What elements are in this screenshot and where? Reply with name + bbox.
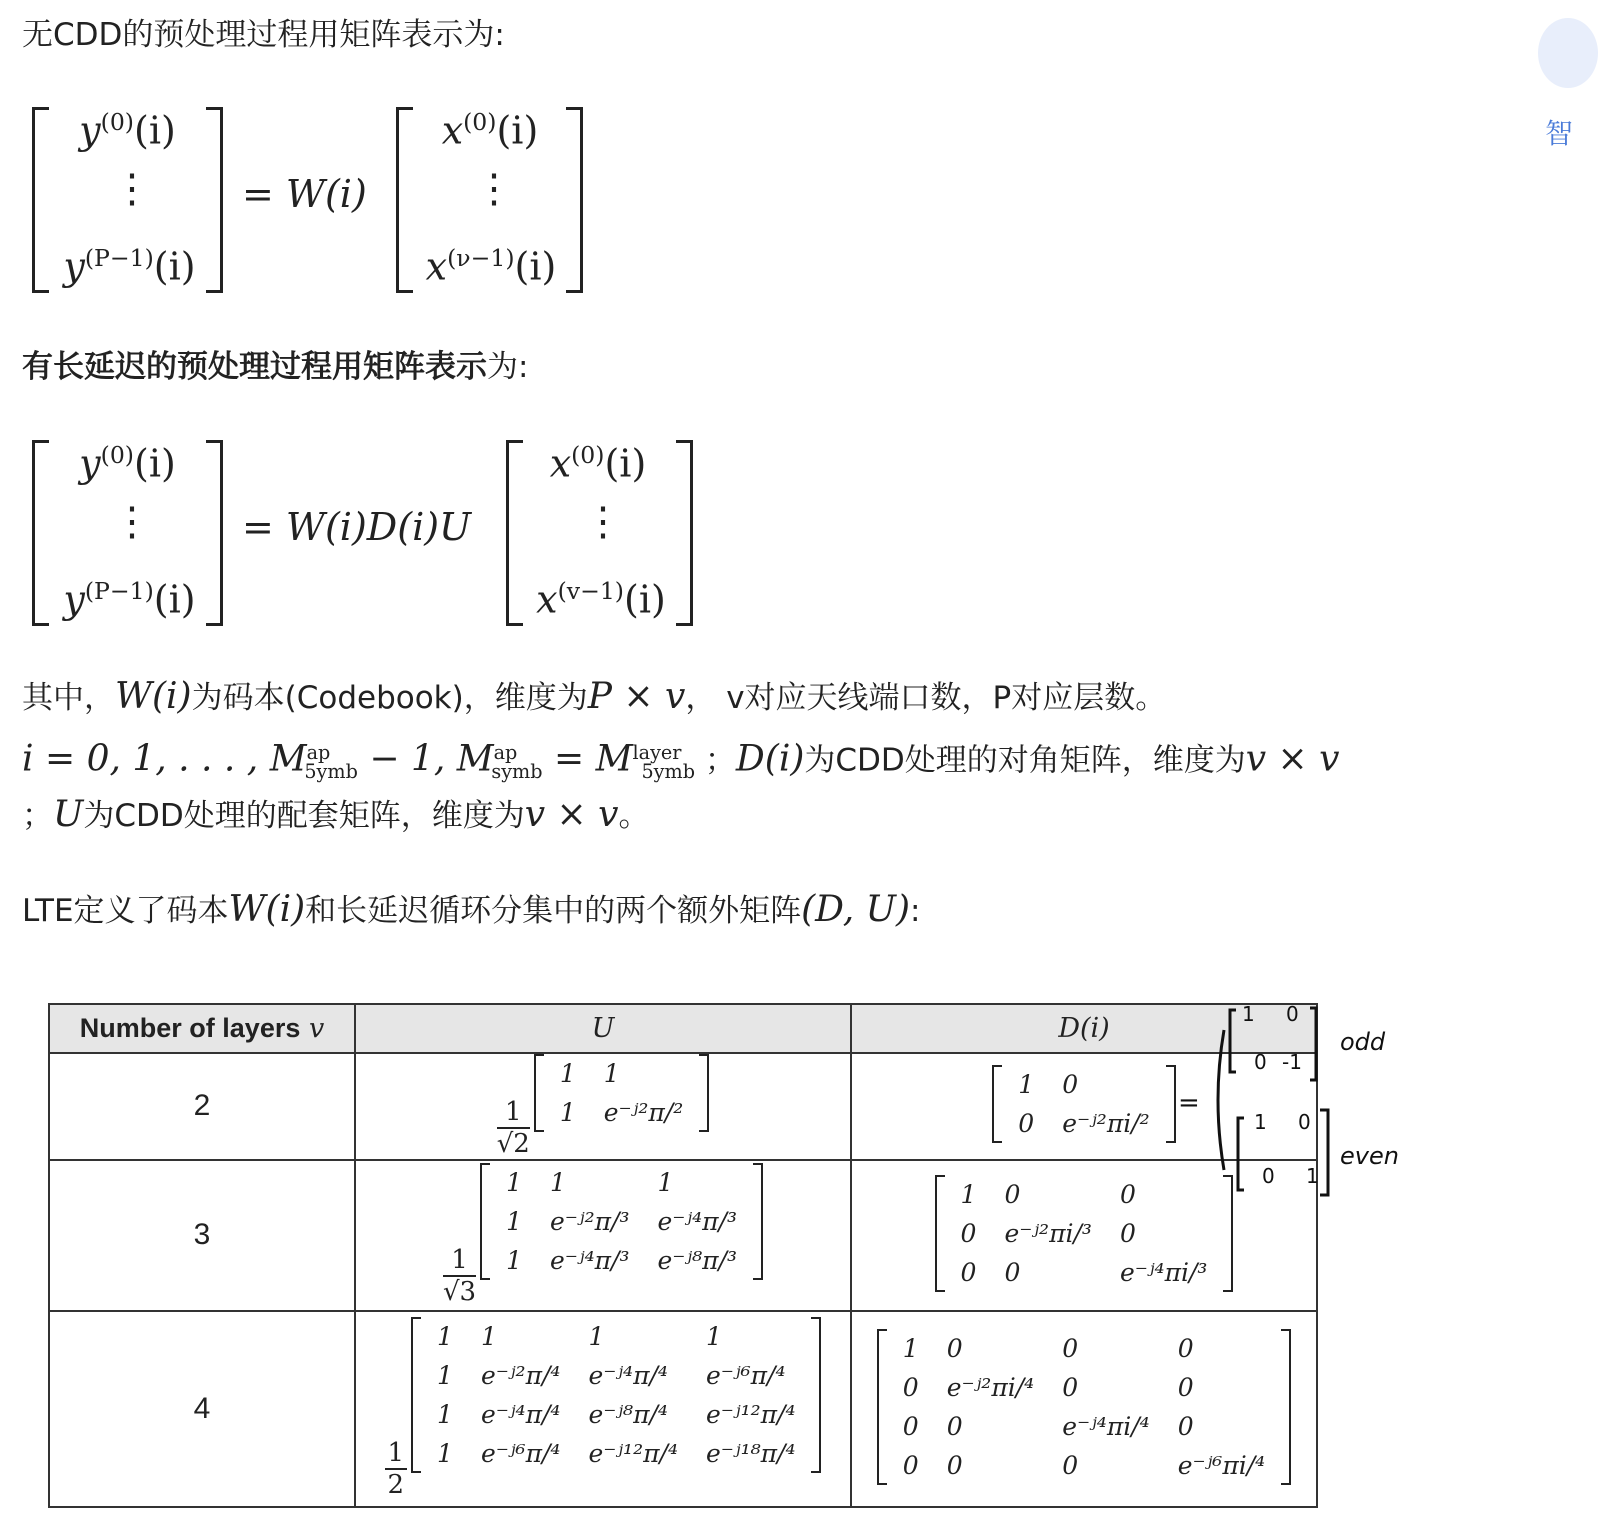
d-entry: e⁻ʲ²πi/⁴: [946, 1372, 1035, 1402]
d-entry: 0: [960, 1218, 977, 1248]
d-entry: 0: [1062, 1372, 1079, 1402]
u-matrix: [480, 1163, 763, 1280]
d-entry: 1: [902, 1333, 919, 1363]
para-codebook: 其中，W(i)为码本(Codebook)，维度为P × v， v对应天线端口数，P对应层数。: [22, 676, 1167, 717]
heading-no-cdd: 无CDD的预处理过程用矩阵表示为:: [22, 17, 505, 53]
u-matrix: [411, 1317, 821, 1473]
d-entry: 0: [1119, 1179, 1136, 1209]
row-u-matrix: [355, 1053, 851, 1160]
u-entry: 1: [559, 1098, 576, 1127]
u-entry: e⁻ʲ⁸π/⁴: [588, 1400, 668, 1430]
table-row: [49, 1160, 1317, 1311]
u-entry: 1: [506, 1246, 522, 1276]
table-header-row: [49, 1004, 1317, 1053]
u-entry: 1: [559, 1059, 576, 1088]
u-entry: e⁻ʲ⁴π/³: [657, 1207, 737, 1237]
d-entry: 0: [960, 1257, 977, 1287]
u-entry: 1: [437, 1400, 453, 1430]
handwritten-annotation: 1 0 0 -1 odd = 1 0 0 1 even: [1210, 1000, 1410, 1200]
d-entry: 0: [1062, 1070, 1079, 1100]
d-entry: e⁻ʲ²πi/³: [1004, 1218, 1092, 1248]
u-entry: 1: [437, 1439, 453, 1469]
d-entry: 0: [1018, 1109, 1035, 1139]
u-entry: 1: [603, 1059, 620, 1088]
d-entry: 0: [1062, 1333, 1079, 1363]
u-entry: 1: [437, 1361, 453, 1391]
row-u-matrix: [355, 1160, 851, 1311]
u-entry: e⁻ʲ⁶π/⁴: [705, 1361, 786, 1391]
d-entry: 0: [1119, 1218, 1136, 1248]
d-entry: 0: [1004, 1257, 1021, 1287]
header-u: U: [355, 1004, 851, 1053]
row-u-matrix: [355, 1311, 851, 1507]
u-entry: e⁻ʲ¹²π/⁴: [705, 1400, 796, 1430]
d-matrix: [877, 1329, 1291, 1485]
d-entry: e⁻ʲ²πi/²: [1062, 1109, 1150, 1139]
d-entry: 0: [946, 1411, 963, 1441]
header-layers: Number of layers v: [49, 1004, 355, 1053]
u-entry: e⁻ʲ⁶π/⁴: [480, 1439, 561, 1469]
u-entry: 1: [588, 1322, 605, 1352]
side-floating-label: 智: [1545, 117, 1574, 150]
para-index-range: i = 0, 1, . . . , $M^{ap}_{5ymb} - 1$, $M^{ap}_{symb} = M^{layer}_{5ymb}$ ；D(i)为CDD处理的对角矩阵，维度为v × v: [22, 738, 1340, 783]
d-entry: 1: [1018, 1070, 1035, 1100]
u-entry: 1: [506, 1207, 522, 1237]
para-lte-definition: LTE定义了码本W(i)和长延迟循环分集中的两个额外矩阵(D, U):: [22, 889, 921, 930]
u-entry: e⁻ʲ⁸π/³: [657, 1246, 737, 1276]
d-entry: 0: [1177, 1411, 1194, 1441]
u-matrix: [534, 1054, 709, 1132]
d-entry: e⁻ʲ⁶πi/⁴: [1177, 1450, 1266, 1480]
d-entry: 0: [1177, 1333, 1194, 1363]
d-entry: 0: [1004, 1179, 1021, 1209]
u-entry: e⁻ʲ¹⁸π/⁴: [705, 1439, 796, 1469]
d-entry: 0: [902, 1372, 919, 1402]
d-entry: 0: [946, 1333, 963, 1363]
d-entry: 0: [902, 1411, 919, 1441]
header-d: D(i): [851, 1004, 1317, 1053]
d-entry: 0: [1062, 1450, 1079, 1480]
row-d-matrix: [851, 1311, 1317, 1507]
u-entry: 1: [550, 1168, 566, 1198]
u-entry: 1: [705, 1322, 722, 1352]
heading-long-delay: 有长延迟的预处理过程用矩阵表示为:: [22, 349, 529, 385]
d-entry: 0: [1177, 1372, 1194, 1402]
u-entry: e⁻ʲ⁴π/³: [550, 1246, 630, 1276]
d-matrix: [992, 1065, 1175, 1143]
u-entry: e⁻ʲ²π/⁴: [480, 1361, 561, 1391]
table-row: [49, 1053, 1317, 1160]
scale-fraction: $\frac{1}{√3}$: [442, 1244, 477, 1307]
u-entry: e⁻ʲ¹²π/⁴: [588, 1439, 678, 1469]
side-floating-button[interactable]: [1538, 18, 1598, 88]
codebook-table: [48, 1003, 1318, 1508]
u-entry: 1: [437, 1322, 453, 1352]
row-layers: 3: [49, 1160, 355, 1311]
d-entry: 0: [902, 1450, 919, 1480]
d-matrix: [935, 1175, 1234, 1292]
d-entry: 0: [946, 1450, 963, 1480]
u-entry: 1: [506, 1168, 522, 1198]
u-entry: e⁻ʲ²π/³: [550, 1207, 630, 1237]
table-row: [49, 1311, 1317, 1507]
scale-fraction: $\frac{1}{√2}$: [496, 1096, 530, 1159]
para-matching-matrix: ；U为CDD处理的配套矩阵，维度为v × v。: [22, 794, 650, 835]
row-layers: 4: [49, 1311, 355, 1507]
u-entry: e⁻ʲ⁴π/⁴: [480, 1400, 561, 1430]
row-layers: 2: [49, 1053, 355, 1160]
u-entry: e⁻ʲ⁴π/⁴: [588, 1361, 668, 1391]
u-entry: 1: [480, 1322, 497, 1352]
u-entry: e⁻ʲ²π/²: [603, 1098, 684, 1127]
scale-fraction: $\frac{1}{2}$: [385, 1438, 408, 1500]
d-entry: e⁻ʲ⁴πi/⁴: [1062, 1411, 1150, 1441]
u-entry: 1: [657, 1168, 674, 1198]
d-entry: e⁻ʲ⁴πi/³: [1119, 1257, 1208, 1287]
d-entry: 1: [960, 1179, 977, 1209]
